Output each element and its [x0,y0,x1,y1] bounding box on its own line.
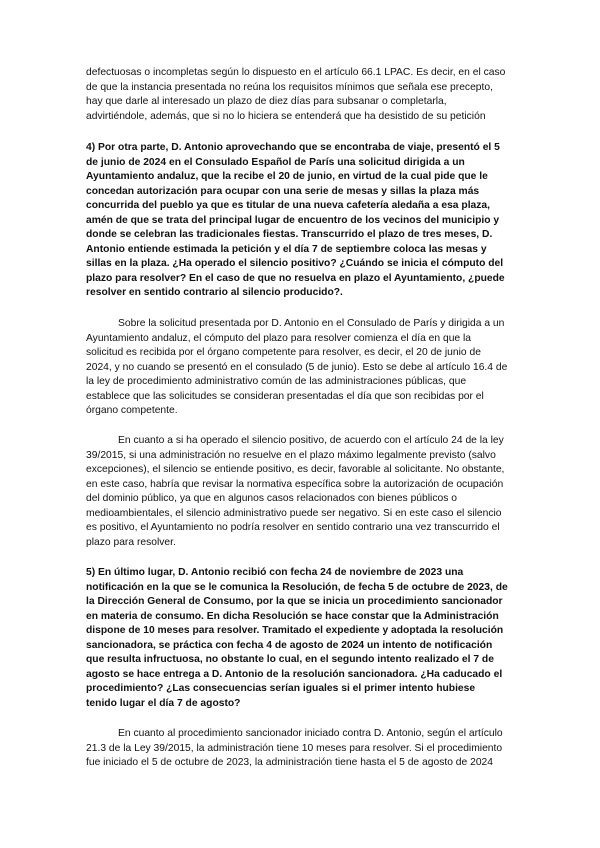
text-line: de junio de 2024 en el Consulado Español de París una solicitud dirigida a un [86,156,465,168]
text-line: procedimiento? ¿Las consecuencias serían iguales si el primer intento hubiese [86,683,476,694]
question-4 [86,141,524,301]
text-line: amén de que se trata del principal lugar de encuentro de los vecinos del municipio y [86,214,500,226]
text-line: es positivo, el Ayuntamiento no podría resolver en sentido contrario una vez transcurrido el [86,522,500,533]
text-line: Antonio entiende estimada la petición y el día 7 de septiembre coloca las mesas y [86,243,487,255]
text-line: Sobre la solicitud presentada por D. Antonio en el Consulado de París y dirigida a un [118,318,505,329]
text-line: donde se celebran las tradicionales fiestas. Transcurrido el plazo de tres meses, D. [86,229,493,240]
text-line: 2024, y no cuando se presentó en el consulado (5 de junio). Esto se debe al artículo 16.4 de [86,361,508,373]
text-line: de que la instancia presentada no reúna los requisitos mínimos que señala ese precepto, [86,81,493,93]
answer-4-paragraph-1 [86,317,524,419]
text-line: defectuosas o incompletas según lo dispuesto en el artículo 66.1 LPAC. Es decir, en el caso [86,67,506,78]
text-line: 39/2015, si una administración no resuelve en el plazo máximo legalmente previsto (salvo [86,449,496,461]
text-line: hay que darle al interesado un plazo de diez días para subsanar o completarla, [86,96,447,107]
text-line: solicitud es recibida por el órgano competente para resolver, es decir, el 20 de junio de [86,347,481,358]
text-line: excepciones), el silencio se entiende positivo, es decir, favorable al solicitante. No obstante, [86,464,505,475]
text-line: del dominio público, ya que en algunos casos relacionados con bienes públicos o [86,493,457,504]
text-line: 5) En último lugar, D. Antonio recibió con fecha 24 de noviembre de 2023 una [86,567,464,578]
text-line: notificación en la que se le comunica la Resolución, de fecha 5 de octubre de 2023, de [86,581,508,593]
text-line: sancionadora, se práctica con fecha 4 de agosto de 2024 un intento de notificación [86,639,493,651]
text-line: sillas en la plaza. ¿Ha operado el silencio positivo? ¿Cuándo se inicia el cómputo del [86,258,504,269]
text-line: 4) Por otra parte, D. Antonio aprovechando que se encontraba de viaje, presentó el 5 [86,142,500,153]
text-line: 21.3 de la Ley 39/2015, la administración tiene 10 meses para resolver. Si el procedimiento [86,742,503,754]
text-line: dispone de 10 meses para resolver. Tramitado el expediente y adoptada la resolución [86,625,504,636]
text-line: la ley de procedimiento administrativo común de las administraciones públicas, que [86,376,467,387]
text-line: en materia de consumo. En dicha Resolución se hace constar que la Administración [86,610,499,622]
text-line: plazo para resolver? En el caso de que no resuelva en plazo el Ayuntamiento, ¿puede [86,272,505,284]
text-line: plazo para resolver. [86,536,176,548]
question-5 [86,566,524,711]
text-line: concedan autorización para ocupar con una serie de mesas y sillas la plaza más [86,185,480,197]
paragraph-intro-continuation [86,66,524,124]
text-line: fue iniciado el 5 de octubre de 2023, la administración tiene hasta el 5 de agosto de 2024 [86,757,494,768]
text-line: resolver en sentido contrario al silencio producido?. [86,287,343,298]
text-line: Ayuntamiento andaluz, el cómputo del plazo para resolver comienza el día en que la [86,332,472,344]
text-line: advirtiéndole, además, que si no lo hiciera se entenderá que ha desistido de su petición [86,110,486,122]
text-line: que resulta infructuosa, no obstante lo cual, en el segundo intento realizado el 7 de [86,654,494,665]
text-line: la Dirección General de Consumo, por la que se inicia un procedimiento sancionador [86,596,503,607]
text-line: en este caso, habría que revisar la normativa específica sobre la autorización de ocupación [86,478,504,490]
text-line: tenido lugar el día 7 de agosto? [86,697,241,709]
text-line: En cuanto a si ha operado el silencio positivo, de acuerdo con el artículo 24 de la ley [118,435,504,446]
answer-4-paragraph-2 [86,434,524,550]
text-line: En cuanto al procedimiento sancionador iniciado contra D. Antonio, según el artículo [118,728,503,739]
text-line: órgano competente. [86,405,178,416]
text-line: agosto se hace entrega a D. Antonio de la resolución sancionadora. ¿Ha caducado el [86,668,503,680]
answer-5-paragraph-1 [86,727,524,771]
text-line: concurrida del pueblo ya que es titular de una nueva cafetería aledaña a esa plaza, [86,200,491,211]
text-line: establece que las solicitudes se consideran presentadas el día que son recibidas por el [86,390,484,402]
text-line: medioambientales, el silencio administrativo puede ser negativo. Si en este caso el silencio [86,507,502,519]
text-line: Ayuntamiento andaluz, que la recibe el 20 de junio, en virtud de la cual pide que le [86,171,488,182]
